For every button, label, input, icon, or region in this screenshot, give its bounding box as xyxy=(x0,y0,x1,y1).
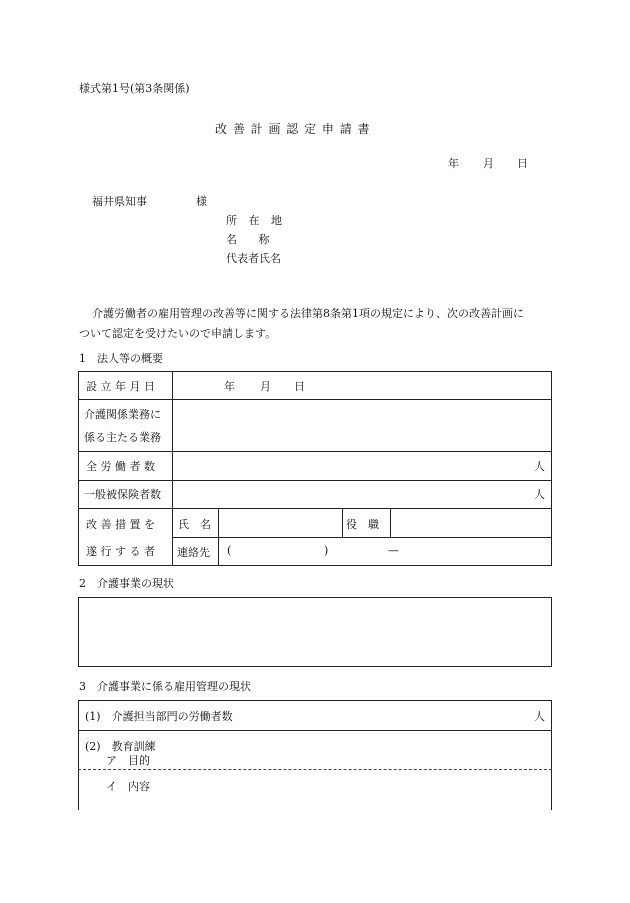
table-top-border xyxy=(78,700,552,701)
form-number: 様式第1号(第3条関係) xyxy=(79,82,190,95)
training-content-label: イ 内容 xyxy=(106,780,150,793)
contact-paren-open: ( xyxy=(227,544,232,557)
training-purpose-label: ア 目的 xyxy=(106,754,150,767)
applicant-address-label: 所 在 地 xyxy=(226,214,286,227)
page-title: 改 善 計 画 認 定 申 請 書 xyxy=(215,122,371,136)
row-divider xyxy=(78,730,552,731)
established-label: 設 立 年 月 日 xyxy=(86,380,155,393)
applicant-name-label: 名 称 xyxy=(226,233,270,246)
col-divider xyxy=(218,508,219,566)
contact-paren-close: ) xyxy=(324,544,329,557)
row-divider xyxy=(78,399,552,400)
row-divider xyxy=(172,537,552,538)
table-left-border xyxy=(78,700,79,810)
all-workers-unit: 人 xyxy=(534,460,545,473)
all-workers-label: 全 労 働 者 数 xyxy=(86,460,155,473)
workers-count-label: (1) 介護担当部門の労働者数 xyxy=(85,710,233,723)
dashed-divider xyxy=(78,769,552,770)
contact-dash: — xyxy=(388,544,399,557)
col-divider xyxy=(390,508,391,537)
business-label-1: 介護関係業務に xyxy=(84,408,161,421)
established-day: 日 xyxy=(294,380,305,393)
applicant-representative-label: 代表者氏名 xyxy=(226,252,281,265)
established-year: 年 xyxy=(224,380,235,393)
date-year: 年 xyxy=(448,157,459,170)
section2-content-box xyxy=(78,597,552,667)
row-divider xyxy=(78,508,552,509)
training-label: (2) 教育訓練 xyxy=(85,740,156,753)
responsible-label-1: 改 善 措 置 を xyxy=(86,518,155,531)
workers-count-unit: 人 xyxy=(534,710,545,723)
responsible-label-2: 遂 行 す る 者 xyxy=(86,545,155,558)
intro-line-1: 介護労働者の雇用管理の改善等に関する法律第8条第1項の規定により、次の改善計画に xyxy=(92,307,524,320)
insured-unit: 人 xyxy=(534,488,545,501)
date-month: 月 xyxy=(483,157,494,170)
responsible-position-label: 役 職 xyxy=(346,518,379,531)
established-month: 月 xyxy=(260,380,271,393)
addressee-honorific: 様 xyxy=(196,195,207,208)
intro-line-2: ついて認定を受けたいので申請します。 xyxy=(79,327,277,340)
insured-label: 一般被保険者数 xyxy=(84,488,161,501)
col-divider xyxy=(342,508,343,537)
responsible-contact-label: 連絡先 xyxy=(177,546,210,559)
table-right-border xyxy=(551,700,552,810)
section1-heading: 1 法人等の概要 xyxy=(79,352,163,365)
row-divider xyxy=(78,480,552,481)
business-label-2: 係る主たる業務 xyxy=(84,431,161,444)
section3-heading: 3 介護事業に係る雇用管理の現状 xyxy=(79,680,251,693)
row-divider xyxy=(78,451,552,452)
section2-heading: 2 介護事業の現状 xyxy=(79,577,174,590)
date-day: 日 xyxy=(517,157,528,170)
addressee-name: 福井県知事 xyxy=(92,195,147,208)
responsible-name-label: 氏 名 xyxy=(178,518,211,531)
